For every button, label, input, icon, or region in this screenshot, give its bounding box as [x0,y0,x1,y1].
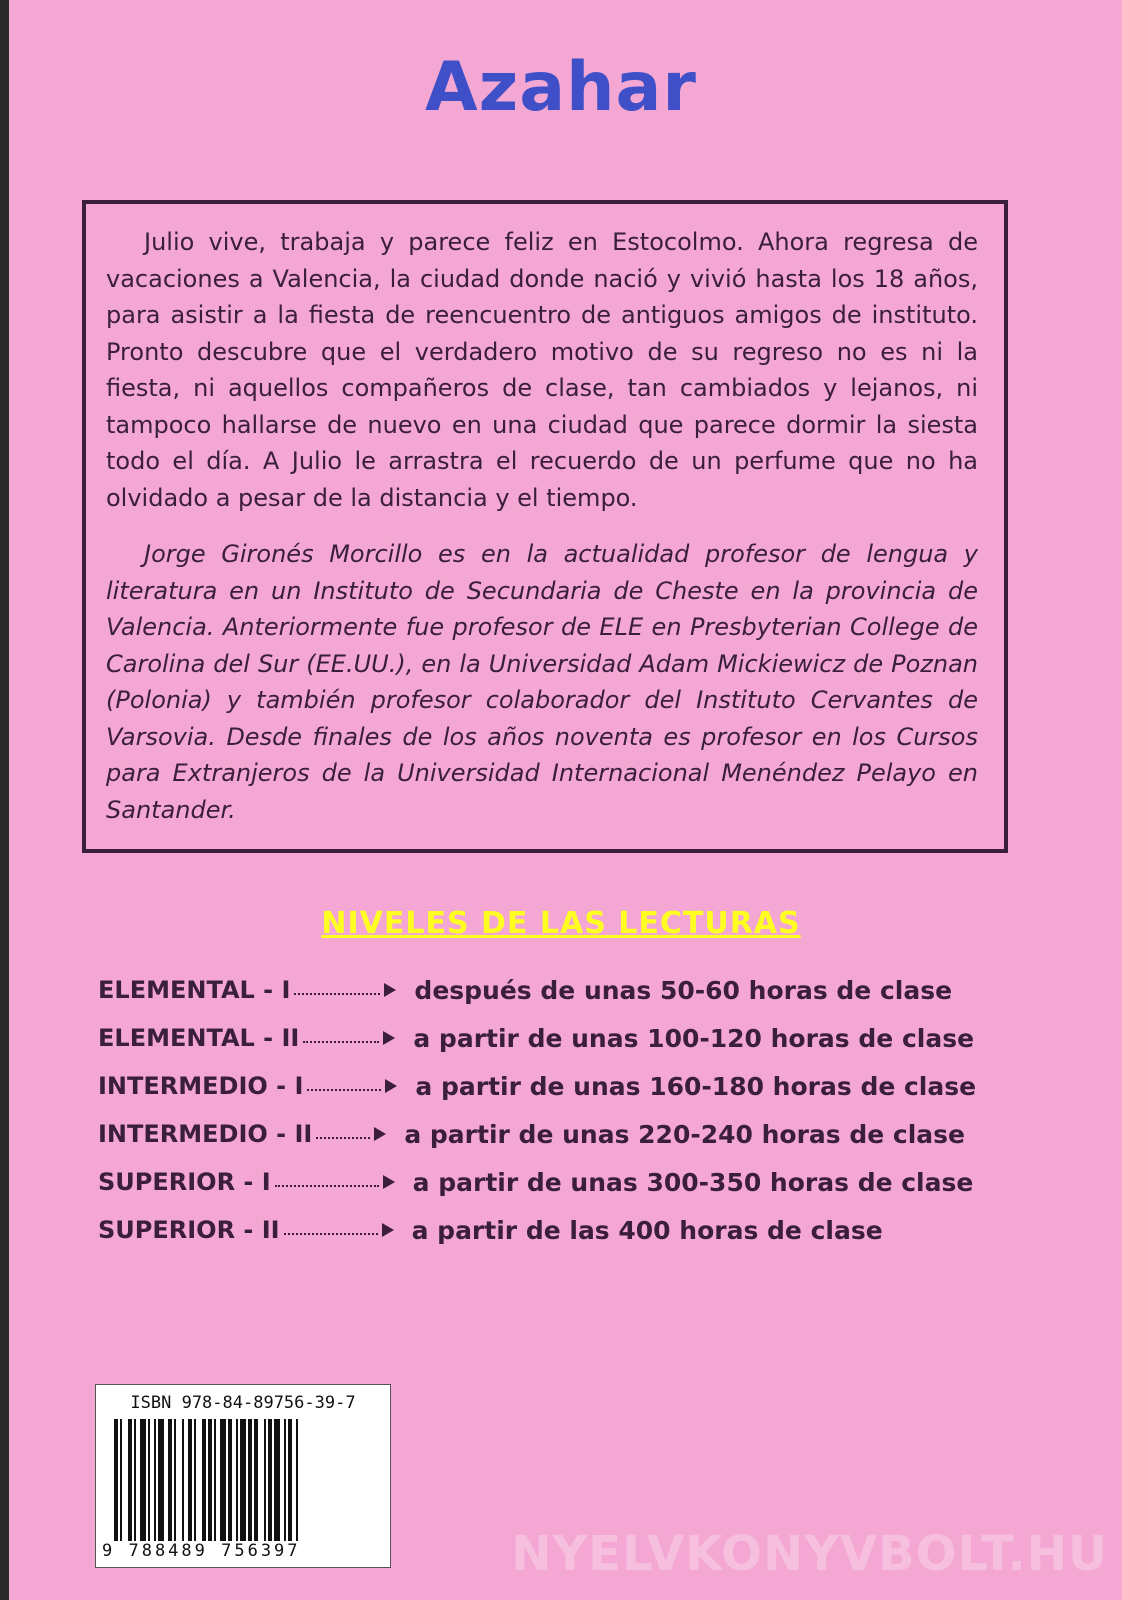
barcode-bar [288,1419,292,1541]
barcode-bar [208,1419,212,1541]
barcode-bar [168,1419,172,1541]
barcode-bar [120,1419,122,1541]
barcode-bar [134,1419,136,1541]
barcode-bar [296,1419,298,1541]
barcode-bar [254,1419,258,1541]
arrow-icon [374,1127,386,1141]
level-name: INTERMEDIO - I [98,1072,304,1100]
barcode-bar [174,1419,176,1541]
leader-dots [307,1089,381,1091]
barcode-bar [248,1419,252,1541]
level-row [98,1158,998,1206]
author-bio-paragraph: Jorge Gironés Morcillo es en la actualidad profesor de lengua y literatura en un Instituto de Secundaria de Cheste en la provincia de Valencia. Anteriormente fue profesor de ELE en Presbyterian College de Carolina del Sur (EE.UU.), en la Universidad Adam Mickiewicz de Poznan (Polonia) y también profesor colaborador del Instituto Cervantes de Varsovia. Desde finales de los años noventa es profesor en los Cursos para Extranjeros de la Universidad Internacional Menéndez Pelayo en Santander. [106,540,978,824]
leader-dots [284,1233,378,1235]
synopsis-paragraph: Julio vive, trabaja y parece feliz en Estocolmo. Ahora regresa de vacaciones a Valencia, la ciudad donde nació y vivió hasta los 18 años, para asistir a la fiesta de reencuentro de antiguos amigos de instituto. Pronto descubre que el verdadero motivo de su regreso no es ni la fiesta, ni aquellos compañeros de clase, tan cambiados y lejanos, ni tampoco hallarse de nuevo en una ciudad que parece dormir la siesta todo el día. A Julio le arrastra el recuerdo de un perfume que no ha olvidado a pesar de la distancia y el tiempo. [106,228,978,512]
barcode-bar [188,1419,192,1541]
barcode-bar [214,1419,216,1541]
levels-list [98,966,998,1254]
level-name: SUPERIOR - II [98,1216,280,1244]
watermark: NYELVKONYVBOLT.HU [511,1526,1108,1582]
level-description: a partir de unas 100-120 horas de clase [413,1023,975,1053]
leader-dots [303,1041,379,1043]
level-description: a partir de unas 300-350 horas de clase [412,1167,974,1197]
levels-heading: NIVELES DE LAS LECTURAS [321,906,801,941]
level-name: ELEMENTAL - I [98,976,291,1004]
level-description: a partir de unas 220-240 horas de clase [404,1119,966,1149]
level-name: SUPERIOR - I [98,1168,271,1196]
barcode-bars [114,1419,372,1541]
barcode-bar [284,1419,286,1541]
barcode-bar [220,1419,226,1541]
level-row [98,1110,998,1158]
book-title: Azahar [425,48,697,127]
barcode-bar [158,1419,164,1541]
barcode-bar [240,1419,246,1541]
isbn-label: ISBN 978-84-89756-39-7 [130,1393,356,1413]
arrow-icon [385,1079,397,1093]
level-name: INTERMEDIO - II [98,1120,313,1148]
level-description: a partir de las 400 horas de clase [411,1215,883,1245]
level-description: a partir de unas 160-180 horas de clase [415,1071,977,1101]
level-row [98,1014,998,1062]
leader-dots [294,993,380,995]
leader-dots [275,1185,379,1187]
arrow-icon [383,1175,395,1189]
barcode-bar [148,1419,150,1541]
level-row [98,966,998,1014]
arrow-icon [384,983,396,997]
barcode-bar [228,1419,232,1541]
barcode-digits: 9 788489 756397 [102,1541,301,1561]
barcode-bar [194,1419,196,1541]
level-name: ELEMENTAL - II [98,1024,300,1052]
synopsis-box [82,200,1008,853]
barcode-bar [128,1419,132,1541]
barcode-bar [182,1419,184,1541]
barcode-bar [202,1419,206,1541]
level-row [98,1062,998,1110]
barcode-bar [140,1419,146,1541]
barcode-bar [264,1419,266,1541]
level-row [98,1206,998,1254]
barcode [95,1384,391,1568]
barcode-bar [114,1419,118,1541]
barcode-bar [236,1419,238,1541]
arrow-icon [382,1223,394,1237]
level-description: después de unas 50-60 horas de clase [414,975,953,1005]
barcode-bar [268,1419,272,1541]
barcode-bar [274,1419,280,1541]
leader-dots [316,1137,370,1139]
arrow-icon [383,1031,395,1045]
barcode-bar [154,1419,156,1541]
book-spine-edge [0,0,9,1600]
